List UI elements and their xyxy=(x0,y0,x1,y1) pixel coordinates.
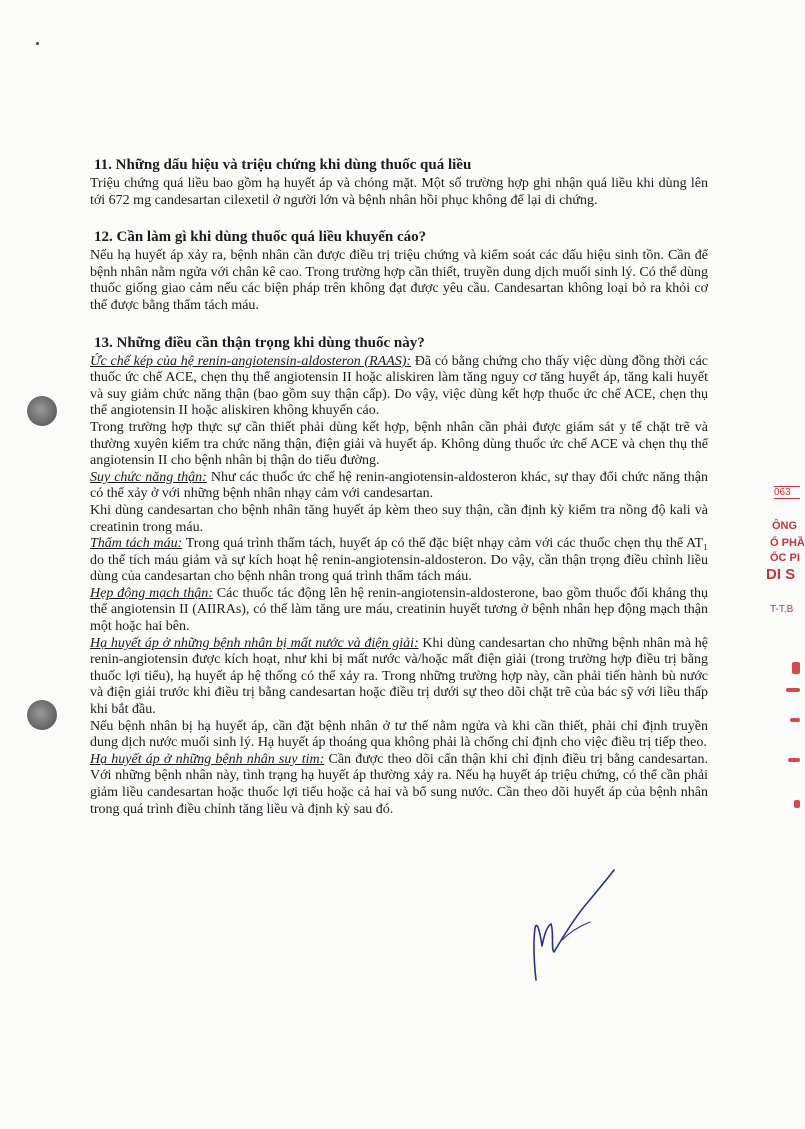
section-heading: 13. Những điều cần thận trọng khi dùng thuốc này? xyxy=(94,334,425,351)
paragraph xyxy=(90,752,708,818)
paragraph xyxy=(90,636,708,719)
punch-hole-bottom xyxy=(27,700,57,730)
paragraph-label: Hạ huyết áp ở những bệnh nhân suy tim: xyxy=(90,751,325,767)
paragraph-text: Như các thuốc ức chế hệ renin-angiotensin-aldosteron khác, sự thay đổi chức năng thận có thể xảy ở với những bệnh nhân nhạy cảm với candesartan. xyxy=(90,469,708,502)
stamp-mark xyxy=(786,688,800,692)
stamp-text: ỔC PI xyxy=(770,552,800,564)
paragraph-label: Thẩm tách máu: xyxy=(90,536,183,552)
punch-hole-top xyxy=(27,396,57,426)
scan-speck xyxy=(36,42,39,45)
paragraph-label: Hẹp động mạch thận: xyxy=(90,585,213,601)
paragraph xyxy=(90,176,708,209)
stamp-mark xyxy=(788,758,800,762)
paragraph xyxy=(90,470,708,503)
paragraph-text: Nếu hạ huyết áp xảy ra, bệnh nhân cần được điều trị triệu chứng và kiểm soát các dấu hiệu sinh tồn. Cần để bệnh nhân nằm ngửa với chân kê cao. Trong trường hợp cần thiết, truyền dung dịch muối sinh lý. Có thể dùng thuốc giống giao cảm nếu các biện pháp trên không đạt được yêu cầu. Candesartan không loại bỏ ra khỏi cơ thể được bằng thẩm tách máu. xyxy=(90,248,708,313)
stamp-mark xyxy=(790,718,800,722)
stamp-text: Ổ PHẦ xyxy=(770,537,805,549)
paragraph xyxy=(90,586,708,636)
stamp-text: ÔNG xyxy=(772,520,798,532)
section-heading: 12. Cần làm gì khi dùng thuốc quá liều khuyến cáo? xyxy=(94,229,427,246)
section-overdose-symptoms xyxy=(90,156,708,209)
stamp-mark xyxy=(794,800,800,808)
section-overdose-action xyxy=(90,228,708,314)
stamp-mark xyxy=(792,662,800,674)
paragraph-text: Khi dùng candesartan cho bệnh nhân tăng huyết áp kèm theo suy thận, cần định kỳ kiểm tra nồng độ kali và creatinin trong máu. xyxy=(90,502,708,535)
paragraph xyxy=(90,420,708,470)
paragraph xyxy=(90,354,708,420)
paragraph xyxy=(90,248,708,314)
paragraph-text: Khi dùng candesartan cho những bệnh nhân mà hệ renin-angiotensin được kích hoạt, như khi bị mất nước và/hoặc mất điện giải (trong trường hợp điều trị bằng thuốc lợi tiểu), hạ huyết áp hệ thống có thể xảy ra. Trong những trường hợp này, cần phải tiến hành bù nước và điện giải trước khi điều trị bằng candesartan hoặc điều trị dưới sự theo dõi chặt trẽ của bác sỹ với liều thấp khi bắt đầu. xyxy=(90,635,708,718)
stamp-text: 063 xyxy=(774,486,800,499)
paragraph-text: Các thuốc tác động lên hệ renin-angiotensin-aldosterone, bao gồm thuốc đối kháng thụ thể angiotensin II (AIIRAs), có thể làm tăng ure máu, creatinin huyết tương ở bệnh nhân hẹp động mạch thận một hoặc hai bên. xyxy=(90,585,708,635)
section-precautions xyxy=(90,334,708,819)
paragraph xyxy=(90,503,708,536)
paragraph-text: Triệu chứng quá liều bao gồm hạ huyết áp và chóng mặt. Một số trường hợp ghi nhận quá liều khi dùng lên tới 672 mg candesartan cilexetil ở người lớn và bệnh nhân hồi phục không để lại di chứng. xyxy=(90,176,708,208)
paragraph xyxy=(90,719,708,752)
paragraph xyxy=(90,536,708,586)
paragraph-label: Hạ huyết áp ở những bệnh nhân bị mất nước và điện giải: xyxy=(90,635,419,651)
paragraph-label: Suy chức năng thận: xyxy=(90,469,207,485)
document-body xyxy=(90,156,708,837)
handwritten-signature xyxy=(518,862,638,992)
stamp-text: T-T.B xyxy=(770,604,794,615)
paragraph-label: Ức chế kép của hệ renin-angiotensin-aldosteron (RAAS): xyxy=(90,353,412,369)
paragraph-text: Đã có bằng chứng cho thấy việc dùng đồng thời các thuốc ức chế ACE, chẹn thụ thể angiotensin II hoặc aliskiren làm tăng nguy cơ tăng huyết áp, tăng kali huyết và suy giảm chức năng thận (bao gồm suy thận cấp). Do vậy, việc dùng kết hợp thuốc ức chế ACE, chẹn thụ thể angiotensin II hoặc aliskiren không khuyến cáo. xyxy=(90,353,708,419)
paragraph-text: Cần được theo dõi cẩn thận khi chỉ định điều trị bằng candesartan. Với những bệnh nhân này, tình trạng hạ huyết áp thường xảy ra. Nếu hạ huyết áp triệu chứng, có thể cần phải giảm liều candesartan hoặc thuốc lợi tiểu hoặc cả hai và bổ sung nước. Cần theo dõi huyết áp của bệnh nhân trong quá trình điều chỉnh tăng liều và định kỳ sau đó. xyxy=(90,751,708,817)
paragraph-text: Trong trường hợp thực sự cần thiết phải dùng kết hợp, bệnh nhân cần phải được giám sát y tế chặt trẽ và thường xuyên kiểm tra chức năng thận, điện giải và huyết áp. Không dùng thuốc ức chế ACE và chẹn thụ thể angiotensin II cho bệnh nhân bị thận do tiểu đường. xyxy=(90,419,708,469)
paragraph-text: Trong quá trình thẩm tách, huyết áp có thể đặc biệt nhạy cảm với các thuốc chẹn thụ thể AT₁ do thể tích máu giảm và sự kích hoạt hệ renin-angiotensin-aldosteron. Do vậy, cần thận trọng điều chỉnh liều dùng của candesartan cho bệnh nhân trong quá trình thẩm tách máu. xyxy=(90,536,708,585)
paragraph-text: Nếu bệnh nhân bị hạ huyết áp, cần đặt bệnh nhân ở tư thế nằm ngửa và khi cần thiết, phải chỉ định truyền dung dịch nước muối sinh lý. Hạ huyết áp thoáng qua không phải là chống chỉ định cho việc điều trị tiếp theo. xyxy=(90,718,708,751)
section-heading: 11. Những dấu hiệu và triệu chứng khi dùng thuốc quá liều xyxy=(94,157,472,173)
stamp-text: DI S xyxy=(766,566,796,583)
